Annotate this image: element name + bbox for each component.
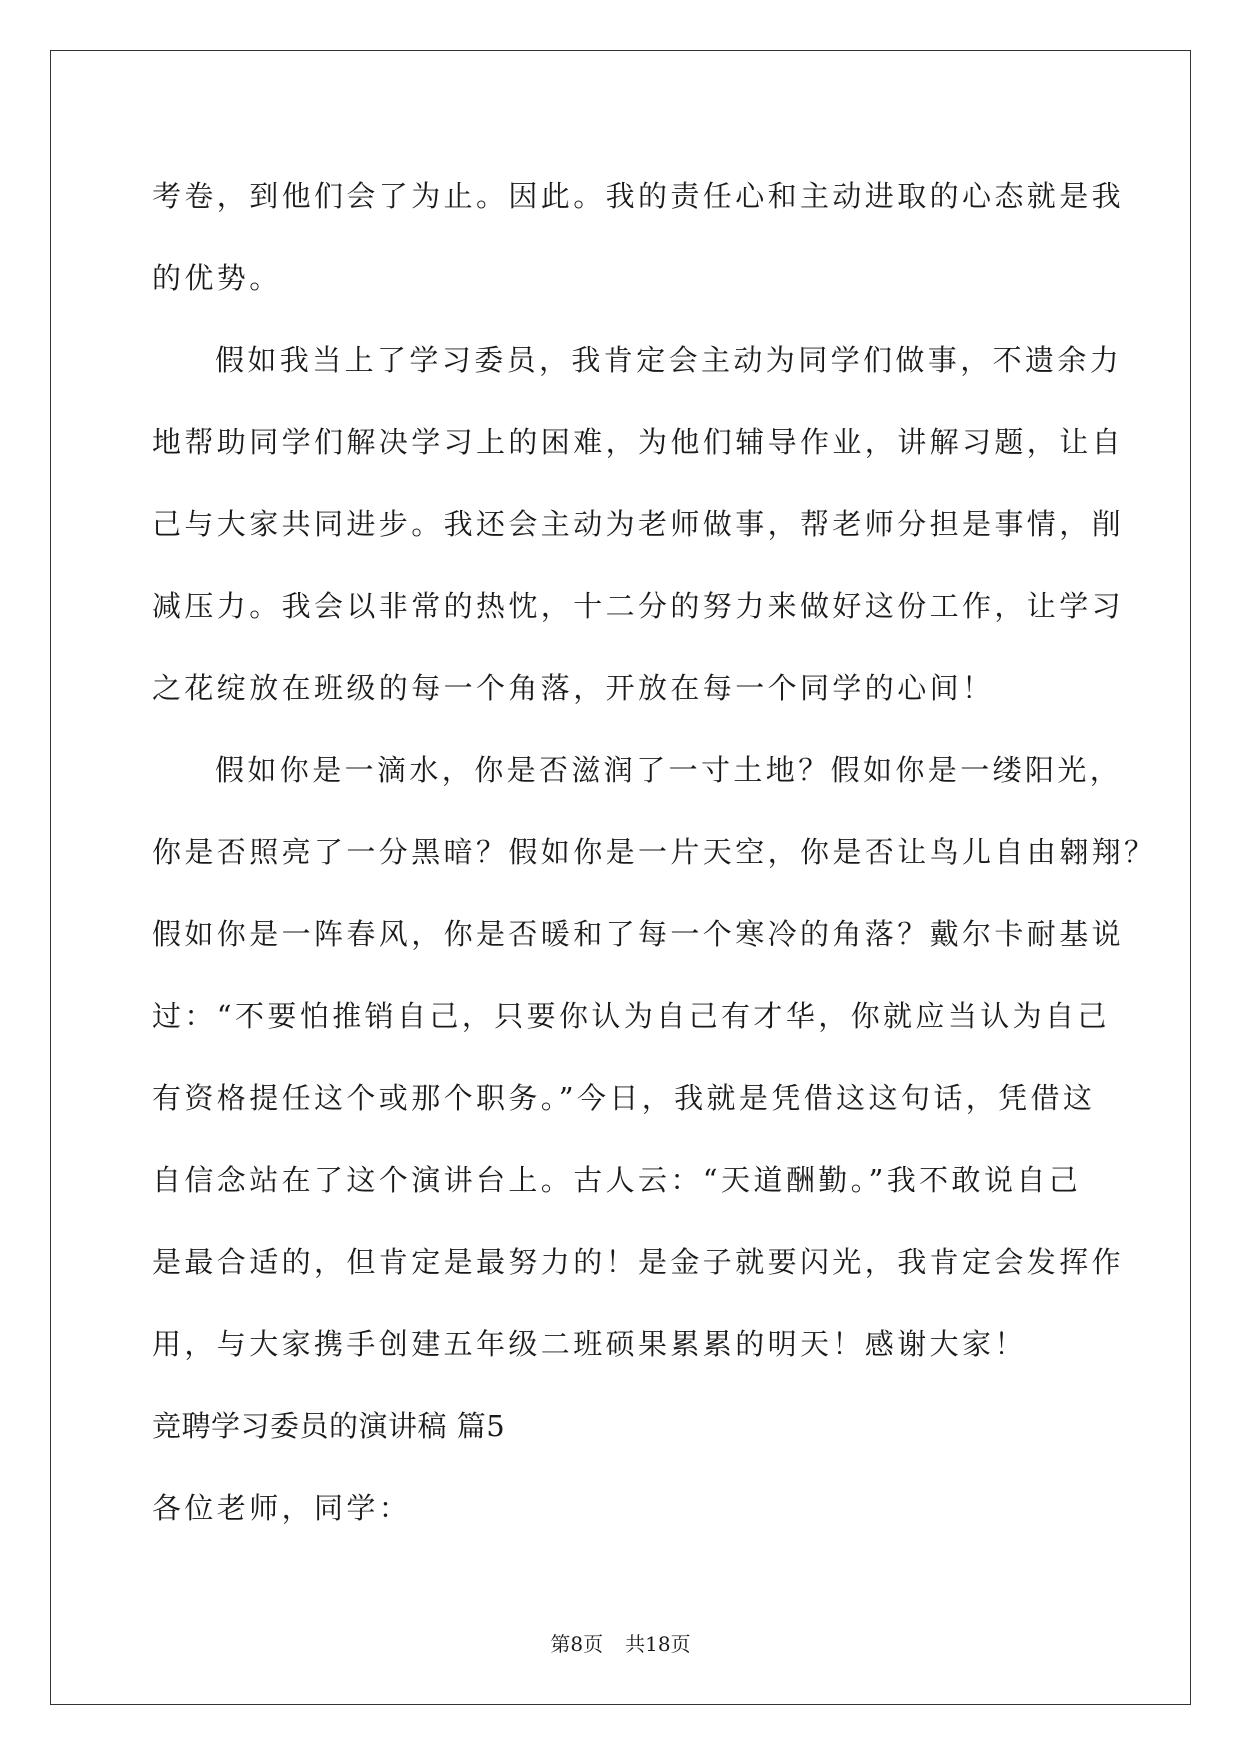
page-number-total: 共18页 xyxy=(625,1632,691,1656)
salutation: 各位老师，同学： xyxy=(152,1491,412,1525)
body-line-7: 之花绽放在班级的每一个角落，开放在每一个同学的心间！ xyxy=(152,671,995,705)
body-line-2: 的优势。 xyxy=(152,261,282,295)
body-line-11: 过：“不要怕推销自己，只要你认为自己有才华，你就应当认为自己 xyxy=(152,999,1110,1033)
section-heading: 竞聘学习委员的演讲稿 篇5 xyxy=(152,1409,506,1443)
body-line-14: 是最合适的，但肯定是最努力的！是金子就要闪光，我肯定会发挥作 xyxy=(152,1245,1125,1279)
document-body xyxy=(152,155,1157,1549)
page-number-current: 第8页 xyxy=(550,1632,604,1656)
body-line-4: 地帮助同学们解决学习上的困难，为他们辅导作业，讲解习题，让自 xyxy=(152,425,1125,459)
body-line-8: 假如你是一滴水，你是否滋润了一寸土地？假如你是一缕阳光， xyxy=(215,753,1123,787)
body-line-15: 用，与大家携手创建五年级二班硕果累累的明天！感谢大家！ xyxy=(152,1327,1027,1361)
body-line-3: 假如我当上了学习委员，我肯定会主动为同学们做事，不遗余力 xyxy=(215,343,1123,377)
body-line-1: 考卷，到他们会了为止。因此。我的责任心和主动进取的心态就是我 xyxy=(152,179,1125,213)
body-line-12: 有资格提任这个或那个职务。”今日，我就是凭借这这句话，凭借这 xyxy=(152,1081,1096,1115)
body-line-9: 你是否照亮了一分黑暗？假如你是一片天空，你是否让鸟儿自由翱翔？ xyxy=(152,835,1157,869)
body-line-10: 假如你是一阵春风，你是否暖和了每一个寒冷的角落？戴尔卡耐基说 xyxy=(152,917,1125,951)
body-line-13: 自信念站在了这个演讲台上。古人云：“天道酬勤。”我不敢说自己 xyxy=(152,1163,1082,1197)
body-line-5: 己与大家共同进步。我还会主动为老师做事，帮老师分担是事情，削 xyxy=(152,507,1125,541)
page-footer xyxy=(0,1628,1241,1657)
body-line-6: 减压力。我会以非常的热忱，十二分的努力来做好这份工作，让学习 xyxy=(152,589,1125,623)
